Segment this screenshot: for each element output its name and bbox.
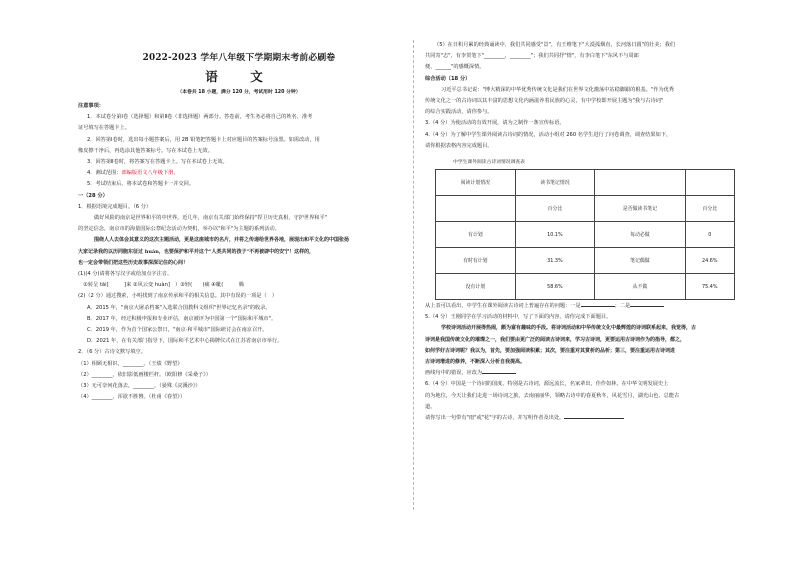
notice-line: 证号填写在答题卡上。 bbox=[78, 125, 130, 132]
question-1: 1．根据语境完成题目。（6 分） bbox=[78, 203, 152, 210]
q1-text: 的坚定信念，南京市的海量国际公祭纪念活动为契机，举办以"和平"为主题的系列活动。 bbox=[78, 226, 280, 233]
notice-line: 5．考试结束后，将本试卷和答题卡一并交回。 bbox=[87, 181, 195, 188]
q6-sub-text: 请你写出一句带有"雨"或"花"字的古诗，并写明作者及出处。 bbox=[425, 415, 565, 422]
question-4: 请你根据表格内容完成题目。 bbox=[425, 142, 493, 149]
q2-line: （1）相顾无相识，________。（王绩《野望》 bbox=[78, 360, 183, 367]
q2-line: （4）________，浑欲不胜簪。（杜甫《春望》） bbox=[78, 394, 186, 401]
q5-passage: 学校诗词活动开展得热闹，颇为富有趣味的手段。将诗词活动和中华传统文化中最辉煌的诗词联系起来，我觉得，古 bbox=[441, 325, 697, 332]
notice-line: 橡皮擦干净后，再选涂其他答案标号。写在本试卷上无效。 bbox=[78, 147, 213, 154]
header-pct2: 百分比 bbox=[685, 196, 734, 222]
q5-passage: 古诗词增进的修养，不断深入分析自我提高。 bbox=[425, 359, 526, 366]
row-pct: 31.3% bbox=[515, 248, 595, 274]
q2-5-line: 共同寄"志"，有李贺笔下"________，________"；我们共同抒"情"，有李白笔下"东风不与周郎 bbox=[425, 53, 639, 60]
notice-range-value: 部编版语文八年级下册。 bbox=[121, 170, 179, 177]
header-plan: 阅读计划情况 bbox=[436, 170, 516, 196]
q1-option-a: A．2015 年，"南京大屠杀档案"入选联合国教科文组织"世界记忆名录"的收录。 bbox=[87, 304, 271, 311]
row-label: 没有计划 bbox=[436, 274, 516, 300]
q1-text: 做好风险的南京是世界和平的中世界。近几年，南京有关部门始终保持"捍卫历史真相，守护世界和平" bbox=[94, 215, 328, 222]
header-pct: 百分比 bbox=[515, 196, 595, 222]
q4-answer-text: 从上表可以看出，中学生在课外阅读古诗词上普遍存在的问题：一是 bbox=[425, 303, 581, 310]
q1-pinyin: ①转呈 tāi] ]来 ②风云变 huàn] ）③轻( )痛 ④眦( 腾 bbox=[78, 282, 244, 289]
q4-answer bbox=[425, 301, 747, 312]
header-empty bbox=[595, 170, 685, 196]
notice-line: 3．回答第Ⅱ卷时，将答案写在答题卡上。写在本试卷上无效。 bbox=[87, 159, 228, 166]
q2-line: （3）无可奈何花落去，________。（晏殊《浣溪沙》） bbox=[78, 383, 201, 390]
row-label: 有时有计划 bbox=[436, 248, 516, 274]
exam-meta: （本卷共 18 小题，满分 120 分，考试用时 120 分钟） bbox=[177, 90, 301, 95]
question-6: 6.（4 分）中国是一个诗词的国度。特别是古诗词，源远流长，名家辈出，佳作如林，在中华文明发展史上 bbox=[425, 381, 669, 388]
q2-line: （2）________，依旧影低画楼栏杆。（欧阳修《采桑子》） bbox=[78, 371, 211, 378]
q1-option-b: B．2017 年，经过积极申报和专业评估，南京被评为中国第一个"国际和平城市"。 bbox=[87, 315, 277, 322]
left-column bbox=[78, 0, 400, 562]
question-6: 的为地位，今天让我们走进一场诗词之旅，去南丽丽华，领略古诗中的春夏秋冬，风花雪月，湖光山色，总能古 bbox=[425, 392, 680, 399]
notice-title: 注意事项： bbox=[78, 103, 104, 109]
exam-subject: 语 文 bbox=[205, 69, 273, 84]
intro-line: 习近平总书记说："博大精深的中华优秀传统文化是我们在世界文化激荡中站稳脚跟的根基。"作为优秀 bbox=[441, 86, 675, 93]
row-pct2: 24.6% bbox=[685, 248, 734, 274]
question-3: 3.（4 分）为使活动的有效开展，请为之制作一条宣传标语。 bbox=[425, 120, 565, 127]
q5-passage: 诗词是我国传统文化的璀璨之一，我们要由更广泛的阅读古诗词来，学习古诗词，更要运用古诗词作为的指导，都之， bbox=[425, 336, 686, 343]
intro-line: 的综合实践活动，请你参与。 bbox=[425, 109, 493, 116]
q1-option-d: D．2021 年，在有关部门指导下，国际和平艺术中心揭牌仪式在江苏省南京市举行。 bbox=[87, 338, 283, 345]
column-divider bbox=[413, 40, 414, 510]
row-notes: 每动必做 bbox=[595, 222, 685, 248]
row-notes: 笔记偶做 bbox=[595, 248, 685, 274]
q1-passage: 也一定会带领们把这些历史故事深深记住的心间！ bbox=[78, 259, 189, 266]
row-pct: 10.1% bbox=[515, 222, 595, 248]
exam-title: 2022-2023 学年八年级下学期期末考前必刷卷 bbox=[142, 53, 336, 63]
header-does-notes: 是否做读书笔记 bbox=[595, 196, 685, 222]
q1-sub1: (1)(4 分)请将各写汉字或给加点字注音。 bbox=[78, 271, 173, 278]
q1-sub2: (2)（2 分）通过搜索，小明找到了南京传承和平的相关信息。其中有误的一项是（ ） bbox=[78, 293, 278, 300]
question-6: 道。 bbox=[425, 403, 436, 410]
header-notes: 读书笔记情况 bbox=[515, 170, 595, 196]
question-5: 5.（4 分）王刚同学在学习活动的材料中，写了下面的内容，请你完成下面题目。 bbox=[425, 314, 612, 321]
header-empty bbox=[685, 170, 734, 196]
q4-answer-text-two: ；二是 bbox=[614, 303, 631, 310]
notice-range-label: 4．测试范围： bbox=[87, 170, 122, 177]
row-pct2: 0 bbox=[685, 222, 734, 248]
section-one-heading: 一（28 分） bbox=[78, 192, 108, 199]
q5-passage: 如何学好古诗词呢？我以为，首先，要加强阅读积累；其次，要注重对其赏析的品析；第三，要注重运用古诗词进 bbox=[425, 347, 676, 354]
q5-sub bbox=[425, 368, 747, 379]
q5-sub-text: 画线句中的错误，应改为 bbox=[425, 370, 483, 377]
table-row bbox=[436, 248, 735, 274]
table-row bbox=[436, 274, 735, 300]
table-row bbox=[436, 196, 735, 222]
right-column bbox=[425, 0, 747, 562]
answer-blank-1[interactable] bbox=[581, 301, 615, 307]
row-label: 有计划 bbox=[436, 222, 516, 248]
question-4: 4.（4 分）为了解中学生课外阅读古诗词的情况，活动小组对 260 名学生进行了问卷调查，调查结果如下， bbox=[425, 131, 672, 138]
question-2: 2．（6 分）古诗文默写填空。 bbox=[78, 349, 146, 356]
table-row bbox=[436, 222, 735, 248]
notice-line bbox=[78, 168, 400, 179]
section-two-heading: 综合活动（18 分） bbox=[425, 75, 471, 82]
row-pct: 58.6% bbox=[515, 274, 595, 300]
answer-blank-2[interactable] bbox=[630, 301, 664, 307]
intro-line: 传统文化之一的古诗词以其丰富的思想文化内涵滋养着民族的心灵，有中学校即开展主题为"我与古诗词" bbox=[425, 98, 664, 105]
row-pct2: 75.4% bbox=[685, 274, 734, 300]
q1-option-c: C．2019 年，作为首个国家公祭日，"南京·和平城市"国际研讨会在南京召开。 bbox=[87, 327, 268, 334]
survey-table bbox=[435, 169, 735, 300]
header-plan-col bbox=[436, 196, 516, 222]
answer-blank-3[interactable] bbox=[482, 368, 516, 374]
survey-table-caption: 中学生课外阅读古诗词情况调查表 bbox=[453, 160, 525, 166]
table-row bbox=[436, 170, 735, 196]
q1-passage: 大家记录我的以历同胞东征过 huán，也要保护和平并这个"人类共同的孩子"不再被辟中的安宁！这样的， bbox=[78, 248, 315, 255]
q1-passage: 围绕人人去体会其意义的这次主题活动，更是这座城市的名片，并将之传递给世界各地，展现出和平文化的中国张扬 bbox=[94, 237, 350, 244]
answer-blank-4[interactable] bbox=[564, 413, 624, 419]
q2-5-line: 便，______"的感慨深情。 bbox=[425, 64, 485, 71]
row-notes: 从不做 bbox=[595, 274, 685, 300]
notice-line: 1．本试卷分第Ⅰ卷（选择题）和第Ⅱ卷（非选择题）两部分。答卷前，考生务必将自己的姓名、准考 bbox=[87, 114, 313, 121]
notice-line: 2．回答第Ⅰ卷时，选出每小题答案后，用 2B 铅笔把答题卡上对应题目的答案标号涂黑。如需改动，用 bbox=[87, 136, 320, 143]
q6-sub bbox=[425, 413, 747, 424]
q2-5-line: （5）在日积月累的经典诵读中，我们共同感受"景"，有王维笔下"大漠孤烟直，长河落日圆"的壮美；我们 bbox=[434, 42, 676, 48]
